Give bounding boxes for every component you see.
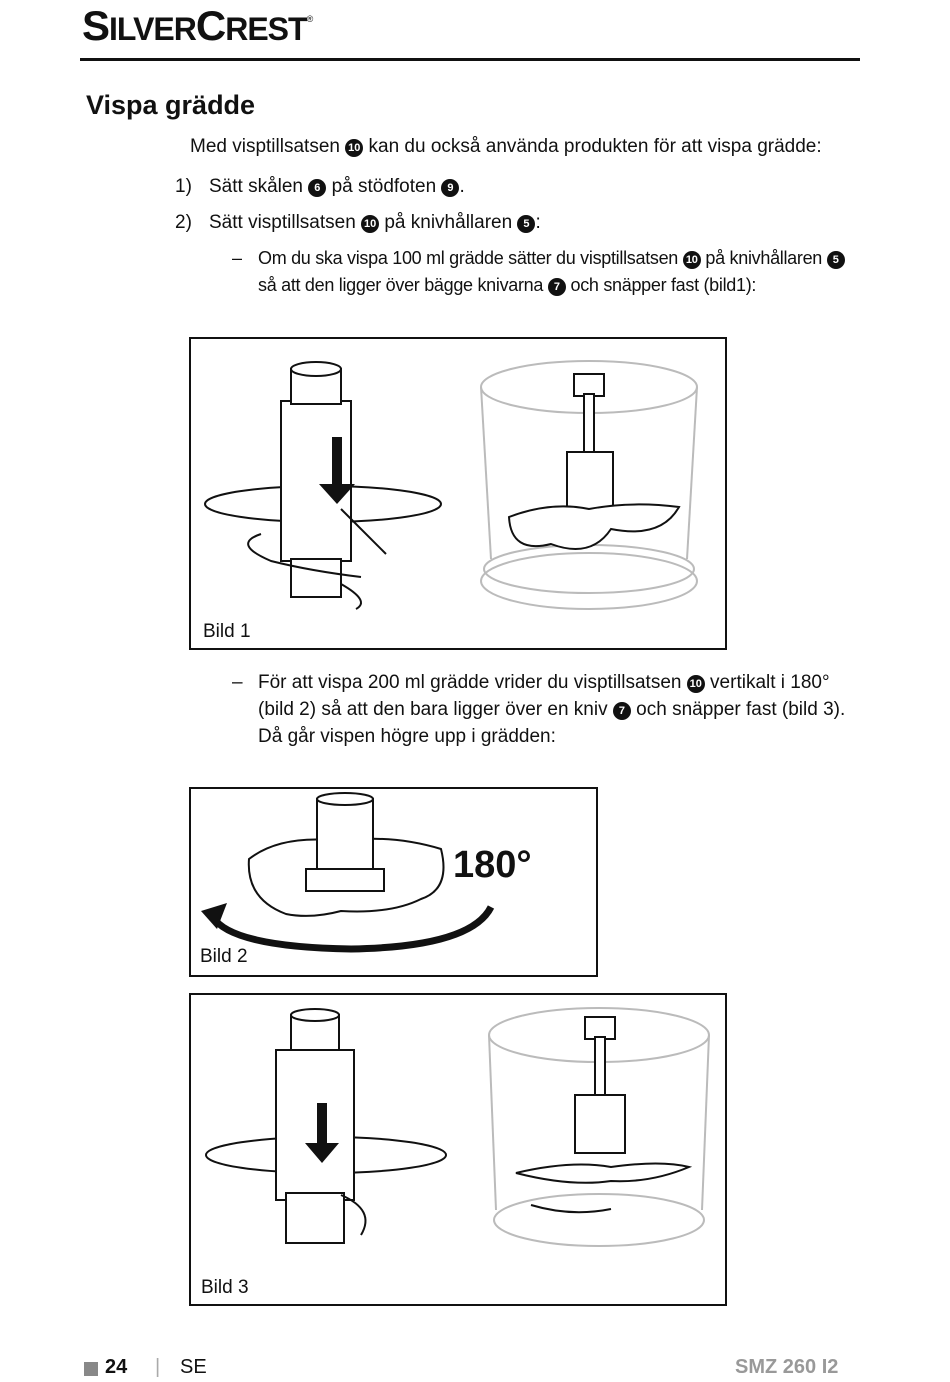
figure-bild-1 [189,337,727,650]
rotation-angle-label: 180° [453,844,532,886]
number-badge: 10 [361,215,379,233]
figure-bild-3 [189,993,727,1306]
bullet-1: – Om du ska vispa 100 ml grädde sätter du visptillsatsen 10 på knivhållaren 5 så att den ligger över bägge knivarna 7 och snäpper fast (bild1): [232,245,845,299]
step-1: 1) Sätt skålen 6 på stödfoten 9 . [175,176,465,197]
number-badge: 10 [345,139,363,157]
number-badge: 6 [308,179,326,197]
figure-caption: Bild 1 [203,621,251,642]
intro-paragraph: Med visptillsatsen 10 kan du också använda produkten för att vispa grädde: [190,136,822,157]
step-2: 2) Sätt visptillsatsen 10 på knivhållaren 5 : [175,212,541,233]
number-badge: 10 [687,675,705,693]
rotation-illustration [191,789,595,974]
model-number: SMZ 260 I2 [735,1356,839,1378]
whisk-attachment-illustration [191,995,724,1303]
brand-logo: SILVERCREST® [82,2,313,49]
page-marker [84,1362,98,1376]
page-number: 24 [105,1356,128,1378]
number-badge: 10 [683,251,701,269]
number-badge: 7 [613,702,631,720]
whisk-attachment-illustration [191,339,724,647]
section-title: Vispa grädde [86,90,256,120]
number-badge: 5 [517,215,535,233]
figure-bild-2 [189,787,598,977]
footer-separator: | [155,1356,161,1378]
language-code: SE [180,1356,207,1378]
bullet-2: – För att vispa 200 ml grädde vrider du visptillsatsen 10 vertikalt i 180° (bild 2) så att den bara ligger över en kniv 7 och snäpper fast (bild 3). Då går vispen högre upp i grädden: [232,672,846,747]
number-badge: 7 [548,278,566,296]
number-badge: 5 [827,251,845,269]
header-rule [80,58,860,61]
figure-caption: Bild 3 [201,1277,249,1298]
number-badge: 9 [441,179,459,197]
figure-caption: Bild 2 [200,946,248,967]
